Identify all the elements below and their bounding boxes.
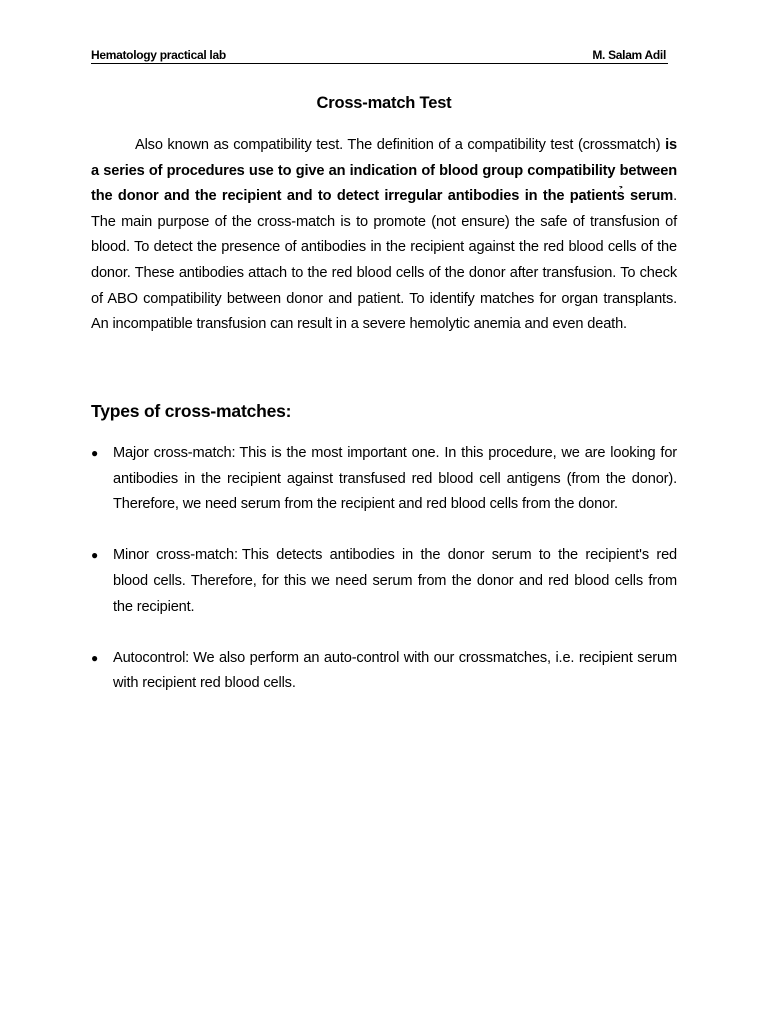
list-item-autocontrol <box>91 646 677 697</box>
bullet-text: This is the most important one. In this procedure, we are looking for antibodies in the recipient against transfused red blood cell antigens (from the donor). Therefore, we need serum from the recipient and red blood cells from the donor. <box>113 445 677 513</box>
intro-text-2: . The main purpose of the cross-match is to promote (not ensure) the safe of transfusion of blood. To detect the presence of antibodies in the recipient against the red blood cells of the donor. These antibodies attach to the red blood cells of the donor after transfusion. To check of ABO compatibility between donor and patient. To identify matches for organ transplants. An incompatible transfusion can result in a severe hemolytic anemia and even death. <box>91 188 677 333</box>
page-header <box>91 47 668 64</box>
section-heading-types: Types of cross-matches: <box>91 401 292 421</box>
page-title: Cross-match Test <box>316 94 452 112</box>
bullet-term: Minor cross-match: <box>113 547 238 564</box>
intro-text-1: Also known as compatibility test. The definition of a compatibility test (crossmatch) <box>135 137 666 153</box>
header-course-title: Hematology practical lab <box>91 48 226 62</box>
bullet-icon: ● <box>91 446 99 460</box>
bullet-icon: ● <box>91 548 99 563</box>
bullet-text: This detects antibodies in the donor serum to the recipient's red blood cells. Therefore, for this we need serum from the donor and red blood cells from the recipient. <box>113 547 677 615</box>
list-item-minor <box>91 543 677 620</box>
bullet-icon: ● <box>91 650 99 665</box>
list-item-major <box>91 441 677 518</box>
bullet-text: We also perform an auto-control with our crossmatches, i.e. recipient serum with recipient red blood cells. <box>113 649 677 692</box>
intro-paragraph <box>91 133 677 338</box>
bullet-term: Autocontrol: <box>113 649 190 666</box>
header-author: M. Salam Adil <box>592 48 666 62</box>
intro-definition-bold: is a series of procedures use to give an indication of blood group compatibility between the donor and the recipient and to detect irregular antibodies in the patients̉ serum <box>91 137 677 205</box>
cross-match-types-list <box>91 441 677 723</box>
bullet-term: Major cross-match: <box>113 445 236 461</box>
